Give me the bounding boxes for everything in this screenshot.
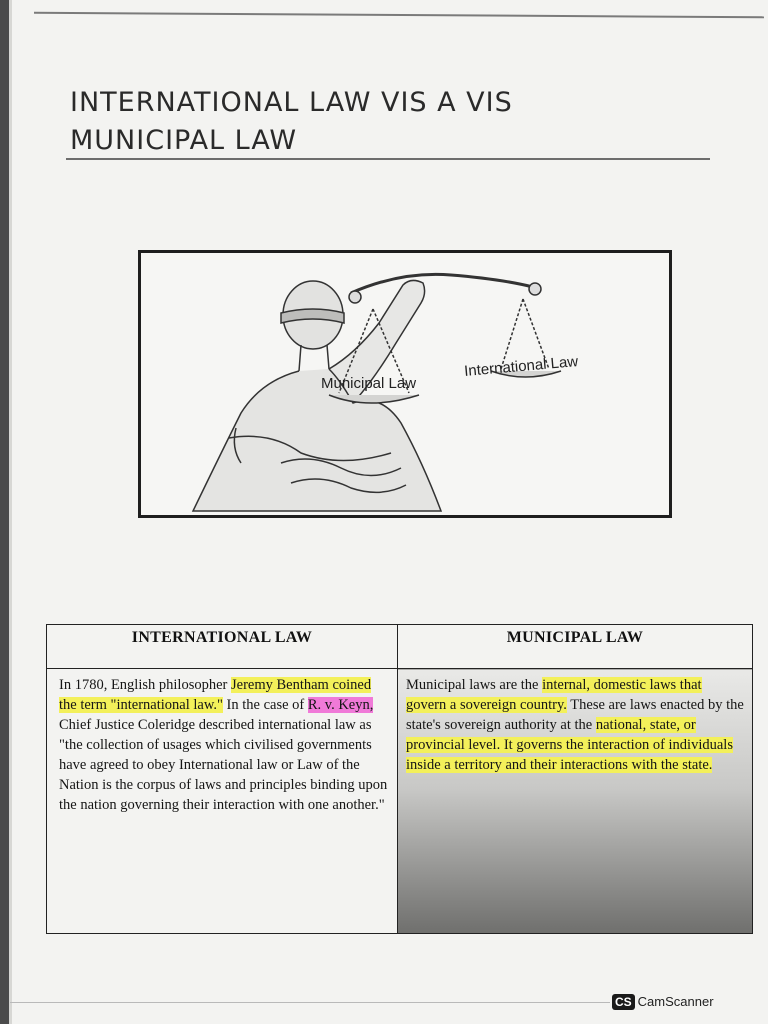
table-header-row — [47, 625, 753, 669]
intl-text-2: In the case of — [222, 697, 308, 713]
scanner-watermark — [612, 994, 714, 1010]
title-underline — [66, 158, 710, 160]
page-title — [70, 84, 690, 160]
scale-knob-right — [529, 283, 541, 295]
intl-text-3: Chief Justice Coleridge described international law as "the collection of usages which civilised governments have agreed to obey International law or Law of the Nation is the corpus of laws and principles binding upon the nation governing their interaction with one another." — [59, 717, 388, 813]
page-binding-shadow — [9, 0, 12, 1024]
header-municipal-law: MUNICIPAL LAW — [398, 625, 753, 669]
table-body-row — [47, 669, 753, 934]
muni-text-2: These are laws enacted by the state's sovereign authority at the — [406, 697, 744, 733]
comparison-table — [46, 624, 753, 934]
muni-text-1: Municipal laws are the — [406, 677, 543, 693]
lady-justice-figure — [138, 250, 672, 518]
scale-knob-left — [349, 291, 361, 303]
international-law-label: International Law — [463, 353, 579, 380]
muni-highlight-level: national, state, or provincial level. It governs the interaction of individuals inside a territory and their interactions with the state. — [406, 717, 733, 773]
municipal-law-description — [398, 669, 753, 934]
bottom-page-rule — [10, 1002, 610, 1003]
scanner-logo-icon: CS — [612, 994, 635, 1010]
top-page-rule — [34, 12, 764, 18]
intl-highlight-bentham: Jeremy Bentham coined the term "international law." — [59, 677, 372, 713]
municipal-law-label: Municipal Law — [321, 375, 417, 392]
scanner-name: CamScanner — [637, 994, 714, 1009]
intl-text-1: In 1780, English philosopher — [59, 677, 231, 693]
page-binding-edge — [0, 0, 9, 1024]
muni-highlight-domestic: internal, domestic laws that govern a sovereign country. — [406, 677, 702, 713]
title-line-1: INTERNATIONAL LAW VIS A VIS — [70, 87, 513, 118]
title-line-2: MUNICIPAL LAW — [70, 125, 298, 156]
scale-beam — [351, 274, 533, 293]
international-law-description — [47, 669, 398, 934]
intl-highlight-keyn: R. v. Keyn, — [307, 697, 374, 713]
header-international-law: INTERNATIONAL LAW — [47, 625, 398, 669]
